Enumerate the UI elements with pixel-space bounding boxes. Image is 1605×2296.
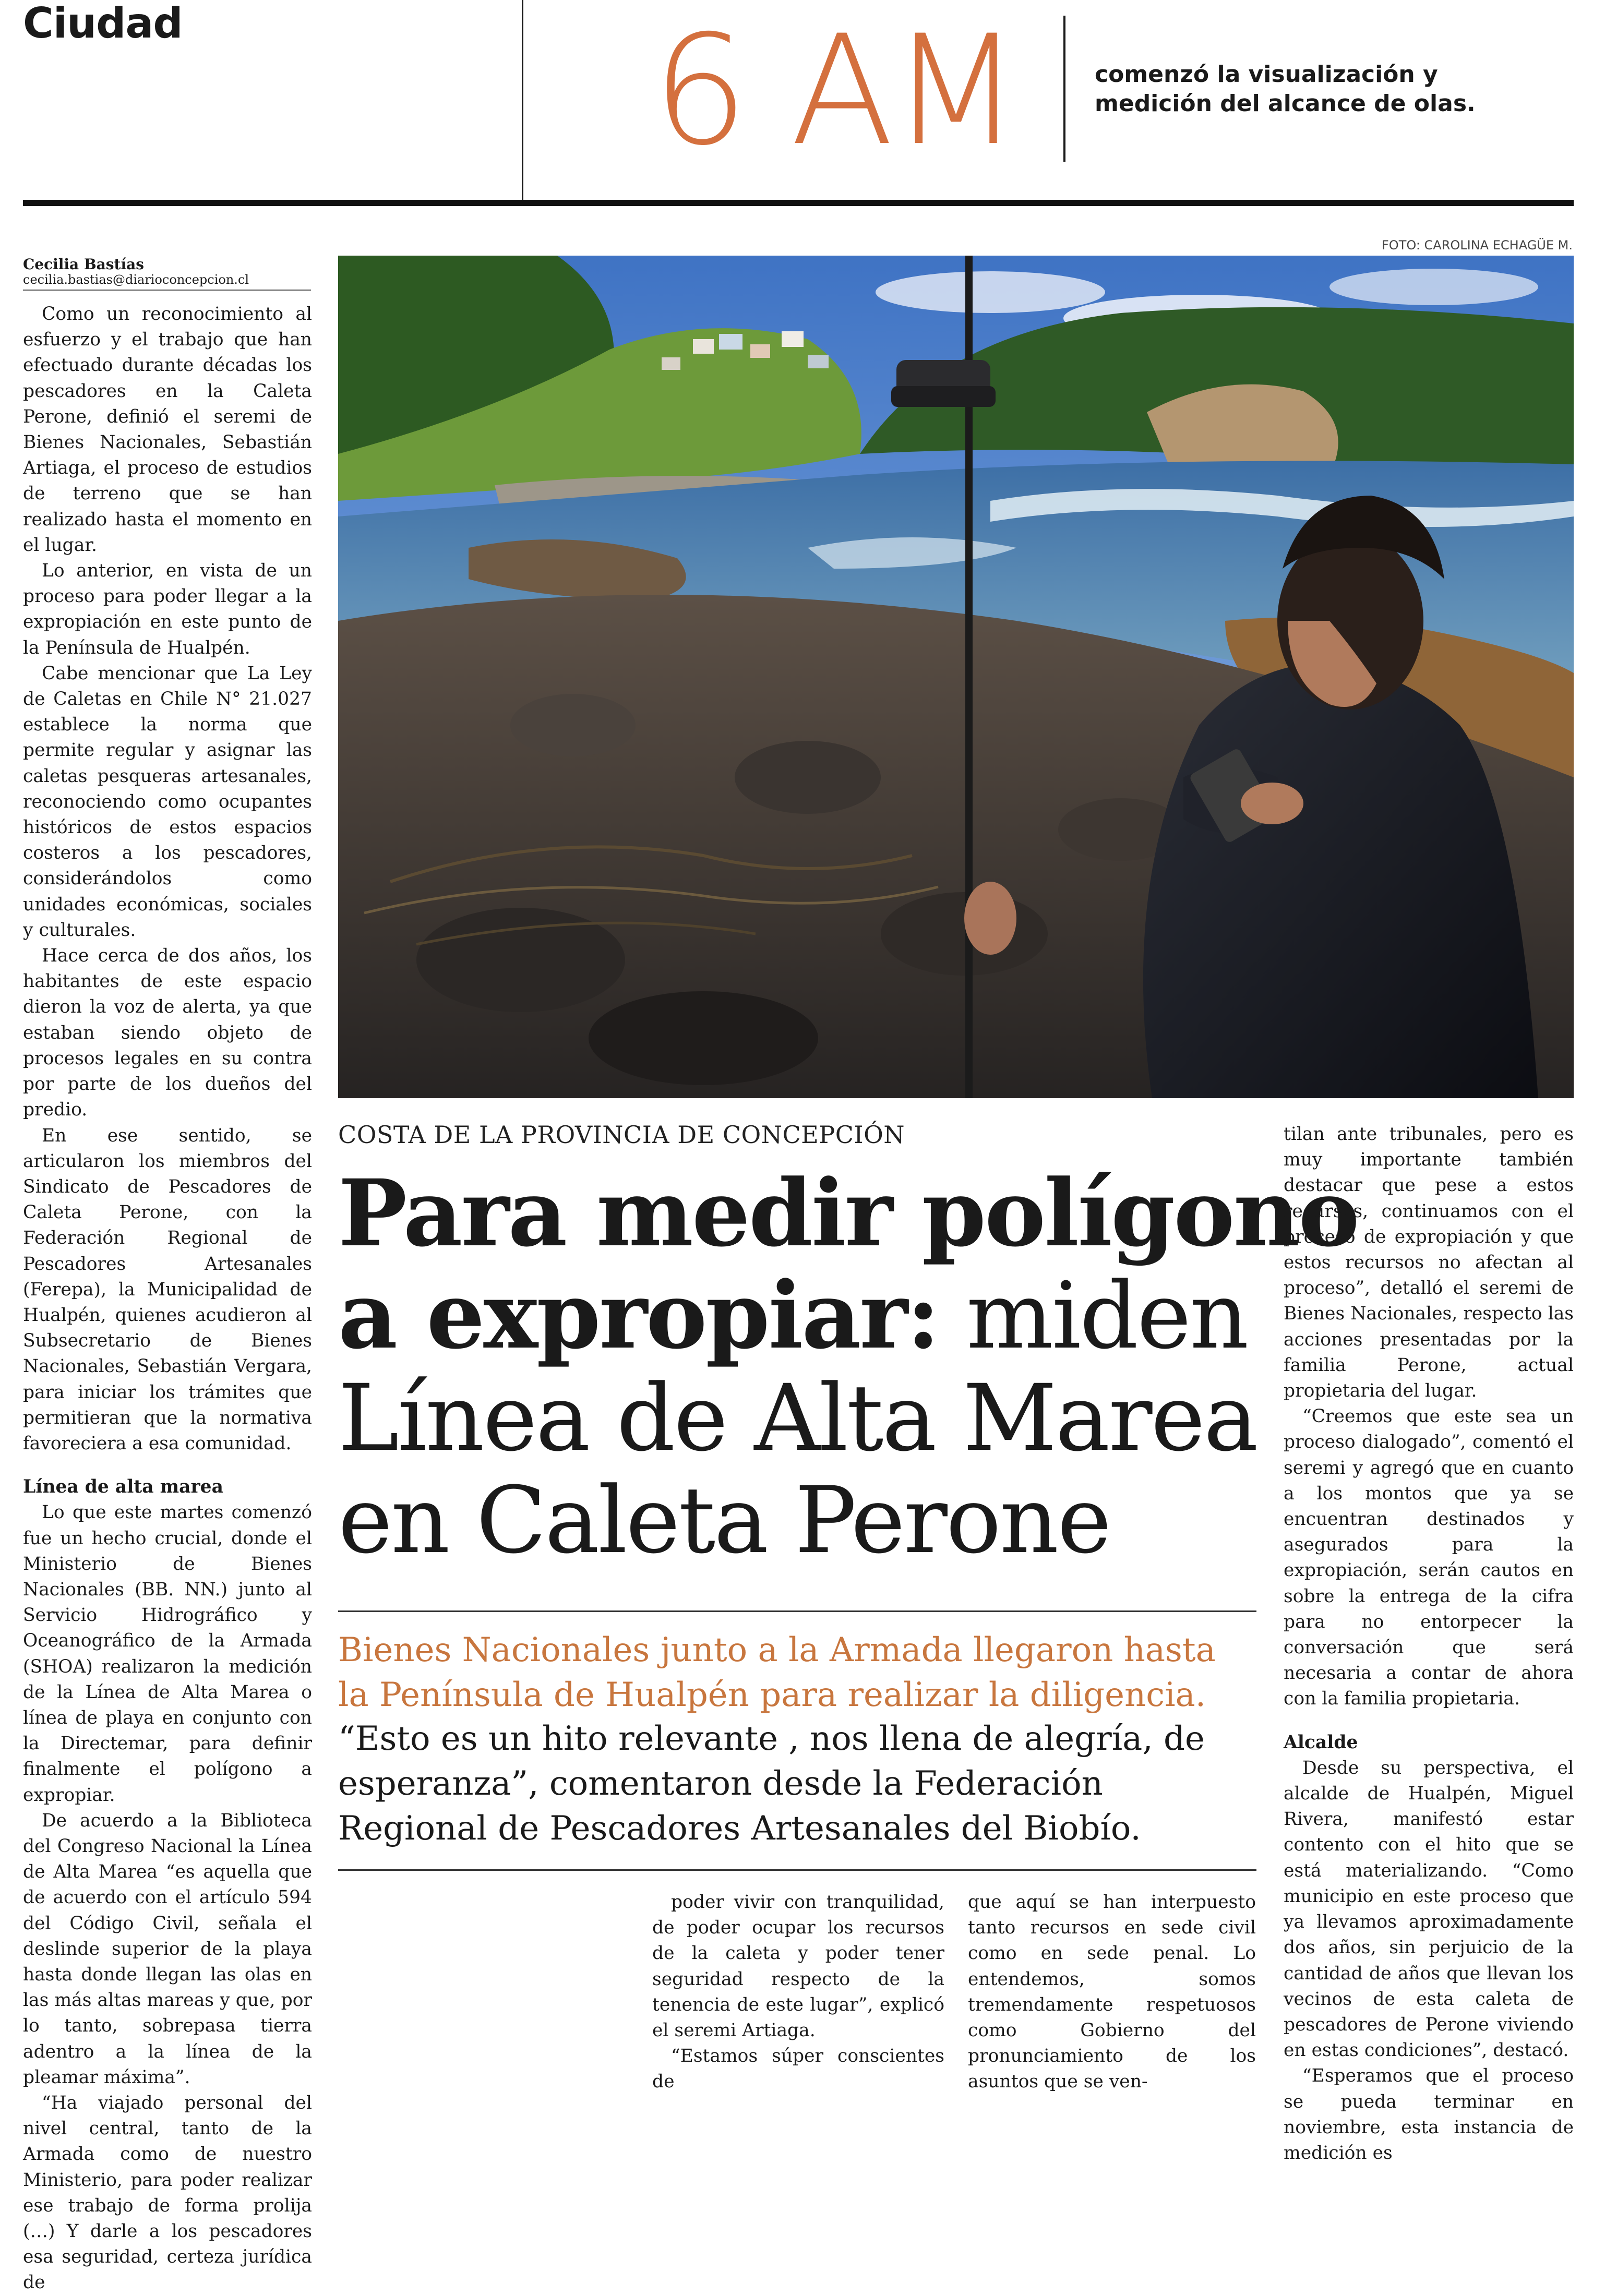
article-column-3 (968, 1890, 1256, 2095)
paragraph: “Ha viajado personal del nivel central, tanto de la Armada como de nuestro Ministerio, para poder realizar ese trabajo de forma prolija (…) Y darle a los pescadores esa seguridad, certeza jurídica de (23, 2093, 312, 2293)
paragraph: Hace cerca de dos años, los habitantes de este espacio dieron la voz de alerta, ya que estaban siendo objeto de procesos legales en su contra por parte de los dueños del predio. (23, 945, 312, 1121)
paragraph: tilan ante tribunales, pero es muy importante también destacar que pese a estos recursos, continuamos con el proceso de expropiación y que estos recursos no afectan al proceso”, detalló el seremi de Bienes Nacionales, respecto las acciones presentadas por la familia Perone, actual propietaria del lugar. (1284, 1124, 1574, 1402)
byline-email: cecilia.bastias@diarioconcepcion.cl (23, 272, 249, 287)
article-headline (338, 1159, 1358, 1574)
byline-rule (23, 290, 311, 291)
subheading: Alcalde (1284, 1732, 1358, 1753)
headline-line: Para medir polígono (338, 1159, 1358, 1267)
article-photo (338, 256, 1574, 1098)
headline-regular-part: miden (939, 1263, 1248, 1369)
paragraph: Lo que este martes comenzó fue un hecho crucial, donde el Ministerio de Bienes Nacionales (BB. NN.) junto al Servicio Hidrográfico y Oceanográfico de la Armada (SHOA) realizaron la medición de la Línea de Alta Marea o línea de playa en conjunto con la Directemar, para definir finalmente el polígono a expropiar. (23, 1502, 312, 1806)
photo-credit: FOTO: CAROLINA ECHAGÜE M. (1382, 238, 1573, 253)
quote-rule (338, 1869, 1256, 1871)
headline-line (338, 1261, 1256, 1369)
headline-line: en Caleta Perone (338, 1467, 1110, 1574)
paragraph: En ese sentido, se articularon los miembros del Sindicato de Pescadores de Caleta Perone, con la Federación Regional de Pescadores Artesanales (Ferepa), la Municipalidad de Hualpén, quienes acudieron al Subsecretario de Bienes Nacionales, Sebastián Vergara, para iniciar los trámites que permitieran que la normativa favoreciera a esa comunidad. (23, 1125, 312, 1454)
paragraph: De acuerdo a la Biblioteca del Congreso Nacional la Línea de Alta Marea “es aquella que de acuerdo con el artículo 594 del Código Civil, señala el deslinde superior de la playa hasta donde llegan las olas en las más altas mareas y que, por lo tanto, sobrepasa tierra adentro a la línea de la pleamar máxima”. (23, 1810, 312, 2088)
paragraph: “Estamos súper conscientes de (652, 2046, 944, 2093)
article-deck: Bienes Nacionales junto a la Armada llegaron hasta la Península de Hualpén para realizar la diligencia. (338, 1631, 1216, 1714)
headline-line: Línea de Alta Marea (338, 1365, 1257, 1472)
header-rule (23, 200, 1574, 206)
paragraph: “Creemos que este sea un proceso dialogado”, comentó el seremi y agregó que en cuanto a los montos que ya se encuentran destinados y asegurados para la expropiación, serán cautos en sobre la entrega de la cifra para no entorpecer la conversación que será necesaria a contar de ahora con la familia propietaria. (1284, 1406, 1574, 1710)
hour-separator (1063, 16, 1065, 162)
deck-rule (338, 1610, 1256, 1612)
paragraph: que aquí se han interpuesto tanto recursos en sede civil como en sede penal. Lo entendemos, somos tremendamente respetuosos como Gobierno del pronunciamiento de los asuntos que se ven- (968, 1892, 1256, 2093)
coastal-scene-illustration (338, 256, 1574, 1098)
paragraph: Cabe mencionar que La Ley de Caletas en Chile N° 21.027 establece la norma que permite regular y asignar las caletas pesqueras artesanales, reconociendo como ocupantes históricos de estos espacios costeros a los pescadores, considerándolos como unidades económicas, sociales y culturales. (23, 663, 312, 941)
article-column-1 (23, 302, 312, 2296)
headline-bold-part: a expropiar: (338, 1261, 939, 1369)
highlight-hour: 6 AM (652, 3, 1019, 179)
article-column-2 (652, 1890, 944, 2095)
paragraph: “Esperamos que el proceso se pueda terminar en noviembre, esta instancia de medición es (1284, 2065, 1574, 2163)
pull-quote: “Esto es un hito relevante , nos llena de alegría, de esperanza”, comentaron desde la Federación Regional de Pescadores Artesanales del Biobío. (338, 1720, 1205, 1848)
article-kicker: COSTA DE LA PROVINCIA DE CONCEPCIÓN (338, 1121, 905, 1149)
paragraph: Desde su perspectiva, el alcalde de Hualpén, Miguel Rivera, manifestó estar contento con el hito que se está materializando. “Como municipio en este proceso que ya llevamos aproximadamente dos años, sin perjuicio de la cantidad de años que llevan los vecinos de esta caleta de pescadores de Perone viviendo en estas condiciones”, destacó. (1284, 1757, 1574, 2061)
header-divider (522, 0, 523, 201)
article-column-4 (1284, 1122, 1574, 2166)
section-label: Ciudad (23, 0, 183, 47)
hour-note: comenzó la visualización y medición del alcance de olas. (1095, 61, 1476, 117)
subheading: Línea de alta marea (23, 1476, 223, 1498)
byline-author: Cecilia Bastías (23, 256, 144, 273)
paragraph: poder vivir con tranquilidad, de poder ocupar los recursos de la caleta y poder tener seguridad respecto de la tenencia de este lugar”, explicó el seremi Artiaga. (652, 1892, 944, 2041)
paragraph: Lo anterior, en vista de un proceso para poder llegar a la expropiación en este punto de la Península de Hualpén. (23, 560, 312, 658)
paragraph: Como un reconocimiento al esfuerzo y el trabajo que han efectuado durante décadas los pescadores en la Caleta Perone, definió el seremi de Bienes Nacionales, Sebastián Artiaga, el proceso de estudios de terreno que se han realizado hasta el momento en el lugar. (23, 304, 312, 556)
